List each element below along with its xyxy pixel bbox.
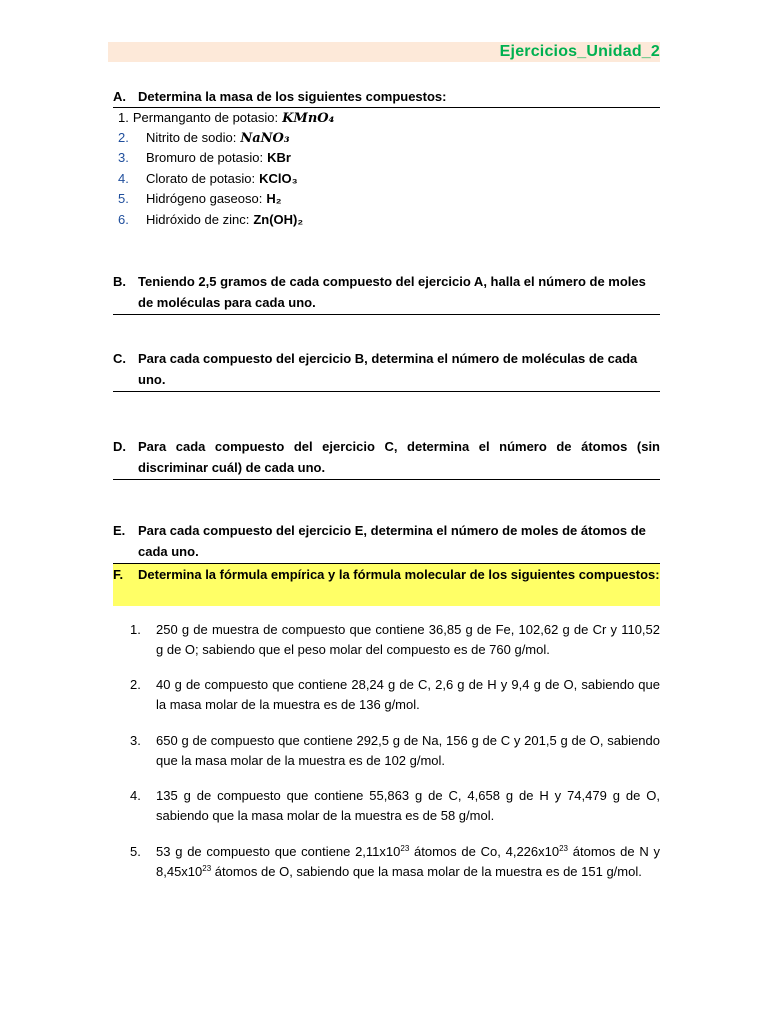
section-b-heading <box>113 271 660 313</box>
exercise-number: 1. <box>130 622 141 637</box>
section-d-text: Para cada compuesto del ejercicio C, determina el número de átomos (sin discriminar cuál) de cada uno. <box>138 439 660 475</box>
section-e-heading <box>113 520 660 562</box>
list-item-number: 2. <box>118 130 129 145</box>
section-b-rule <box>113 314 660 315</box>
exercise-number: 2. <box>130 677 141 692</box>
exercise-text: 250 g de muestra de compuesto que contiene 36,85 g de Fe, 102,62 g de Cr y 110,52 g de O; sabiendo que el peso molar del compuesto es de 760 g/mol. <box>156 622 660 657</box>
section-c-letter: C. <box>113 351 126 366</box>
list-item <box>118 108 334 129</box>
chemical-formula: KClO₃ <box>259 171 298 186</box>
list-item-label: Clorato de potasio: <box>146 171 256 186</box>
list-item <box>118 148 291 168</box>
chemical-formula: Zn(OH)₂ <box>253 212 304 227</box>
section-d-heading <box>113 436 660 478</box>
list-item <box>118 169 298 189</box>
section-a-heading <box>113 86 660 107</box>
section-f-heading <box>113 564 660 585</box>
exercise-item <box>130 620 660 660</box>
section-b-text: Teniendo 2,5 gramos de cada compuesto del ejercicio A, halla el número de moles de moléculas para cada uno. <box>138 274 646 310</box>
section-e-letter: E. <box>113 523 126 538</box>
list-item-number: 6. <box>118 212 129 227</box>
exercise-number: 4. <box>130 788 141 803</box>
header-bar <box>108 42 660 62</box>
list-item-label: Nitrito de sodio: <box>146 130 237 145</box>
exercise-text: 53 g de compuesto que contiene $2,11x10^{23}$ átomos de Co, $4,226x10^{23}$ átomos de N y $8,45x10^{23}$ átomos de O, sabiendo que la masa molar de la muestra es de 151 g/mol. <box>156 844 660 879</box>
section-c-heading <box>113 348 660 390</box>
exercise-text: 40 g de compuesto que contiene 28,24 g de C, 2,6 g de H y 9,4 g de O, sabiendo que la masa molar de la muestra es de 136 g/mol. <box>156 677 660 712</box>
section-a-title: Determina la masa de los siguientes compuestos: <box>138 89 447 104</box>
chemical-formula: KMnO₄ <box>282 111 335 126</box>
exercise-item <box>130 786 660 826</box>
section-d-rule <box>113 479 660 480</box>
list-item <box>118 189 282 209</box>
section-d-letter: D. <box>113 439 126 454</box>
chemical-formula: KBr <box>267 150 291 165</box>
chemical-formula: NaNO₃ <box>240 131 290 146</box>
list-item-label: Bromuro de potasio: <box>146 150 264 165</box>
document-title: Ejercicios_Unidad_2 <box>499 43 660 60</box>
section-b-letter: B. <box>113 274 126 289</box>
section-f-letter: F. <box>113 567 124 582</box>
list-item-label: Hidrógeno gaseoso: <box>146 191 263 206</box>
exercise-item <box>130 675 660 715</box>
exercise-item <box>130 842 660 882</box>
list-item <box>118 128 290 149</box>
exercise-text: 135 g de compuesto que contiene 55,863 g de C, 4,658 g de H y 74,479 g de O, sabiendo que la masa molar de la muestra es de 58 g/mol. <box>156 788 660 823</box>
chemical-formula: H₂ <box>266 191 282 206</box>
list-item-label: Hidróxido de zinc: <box>146 212 250 227</box>
list-item-number: 1. <box>118 110 129 125</box>
section-c-rule <box>113 391 660 392</box>
list-item <box>118 210 303 230</box>
list-item-number: 3. <box>118 150 129 165</box>
section-a-letter: A. <box>113 89 126 104</box>
exercise-item <box>130 731 660 771</box>
section-f-text: Determina la fórmula empírica y la fórmula molecular de los siguientes compuestos: <box>138 567 660 582</box>
exercise-text: 650 g de compuesto que contiene 292,5 g de Na, 156 g de C y 201,5 g de O, sabiendo que la masa molar de la muestra es de 102 g/mol. <box>156 733 660 768</box>
section-c-text: Para cada compuesto del ejercicio B, determina el número de moléculas de cada uno. <box>138 351 638 387</box>
list-item-number: 5. <box>118 191 129 206</box>
exercise-number: 5. <box>130 844 141 859</box>
section-e-text: Para cada compuesto del ejercicio E, determina el número de moles de átomos de cada uno. <box>138 523 646 559</box>
exercise-number: 3. <box>130 733 141 748</box>
list-item-number: 4. <box>118 171 129 186</box>
list-item-label: Permanganto de potasio: <box>132 110 279 125</box>
